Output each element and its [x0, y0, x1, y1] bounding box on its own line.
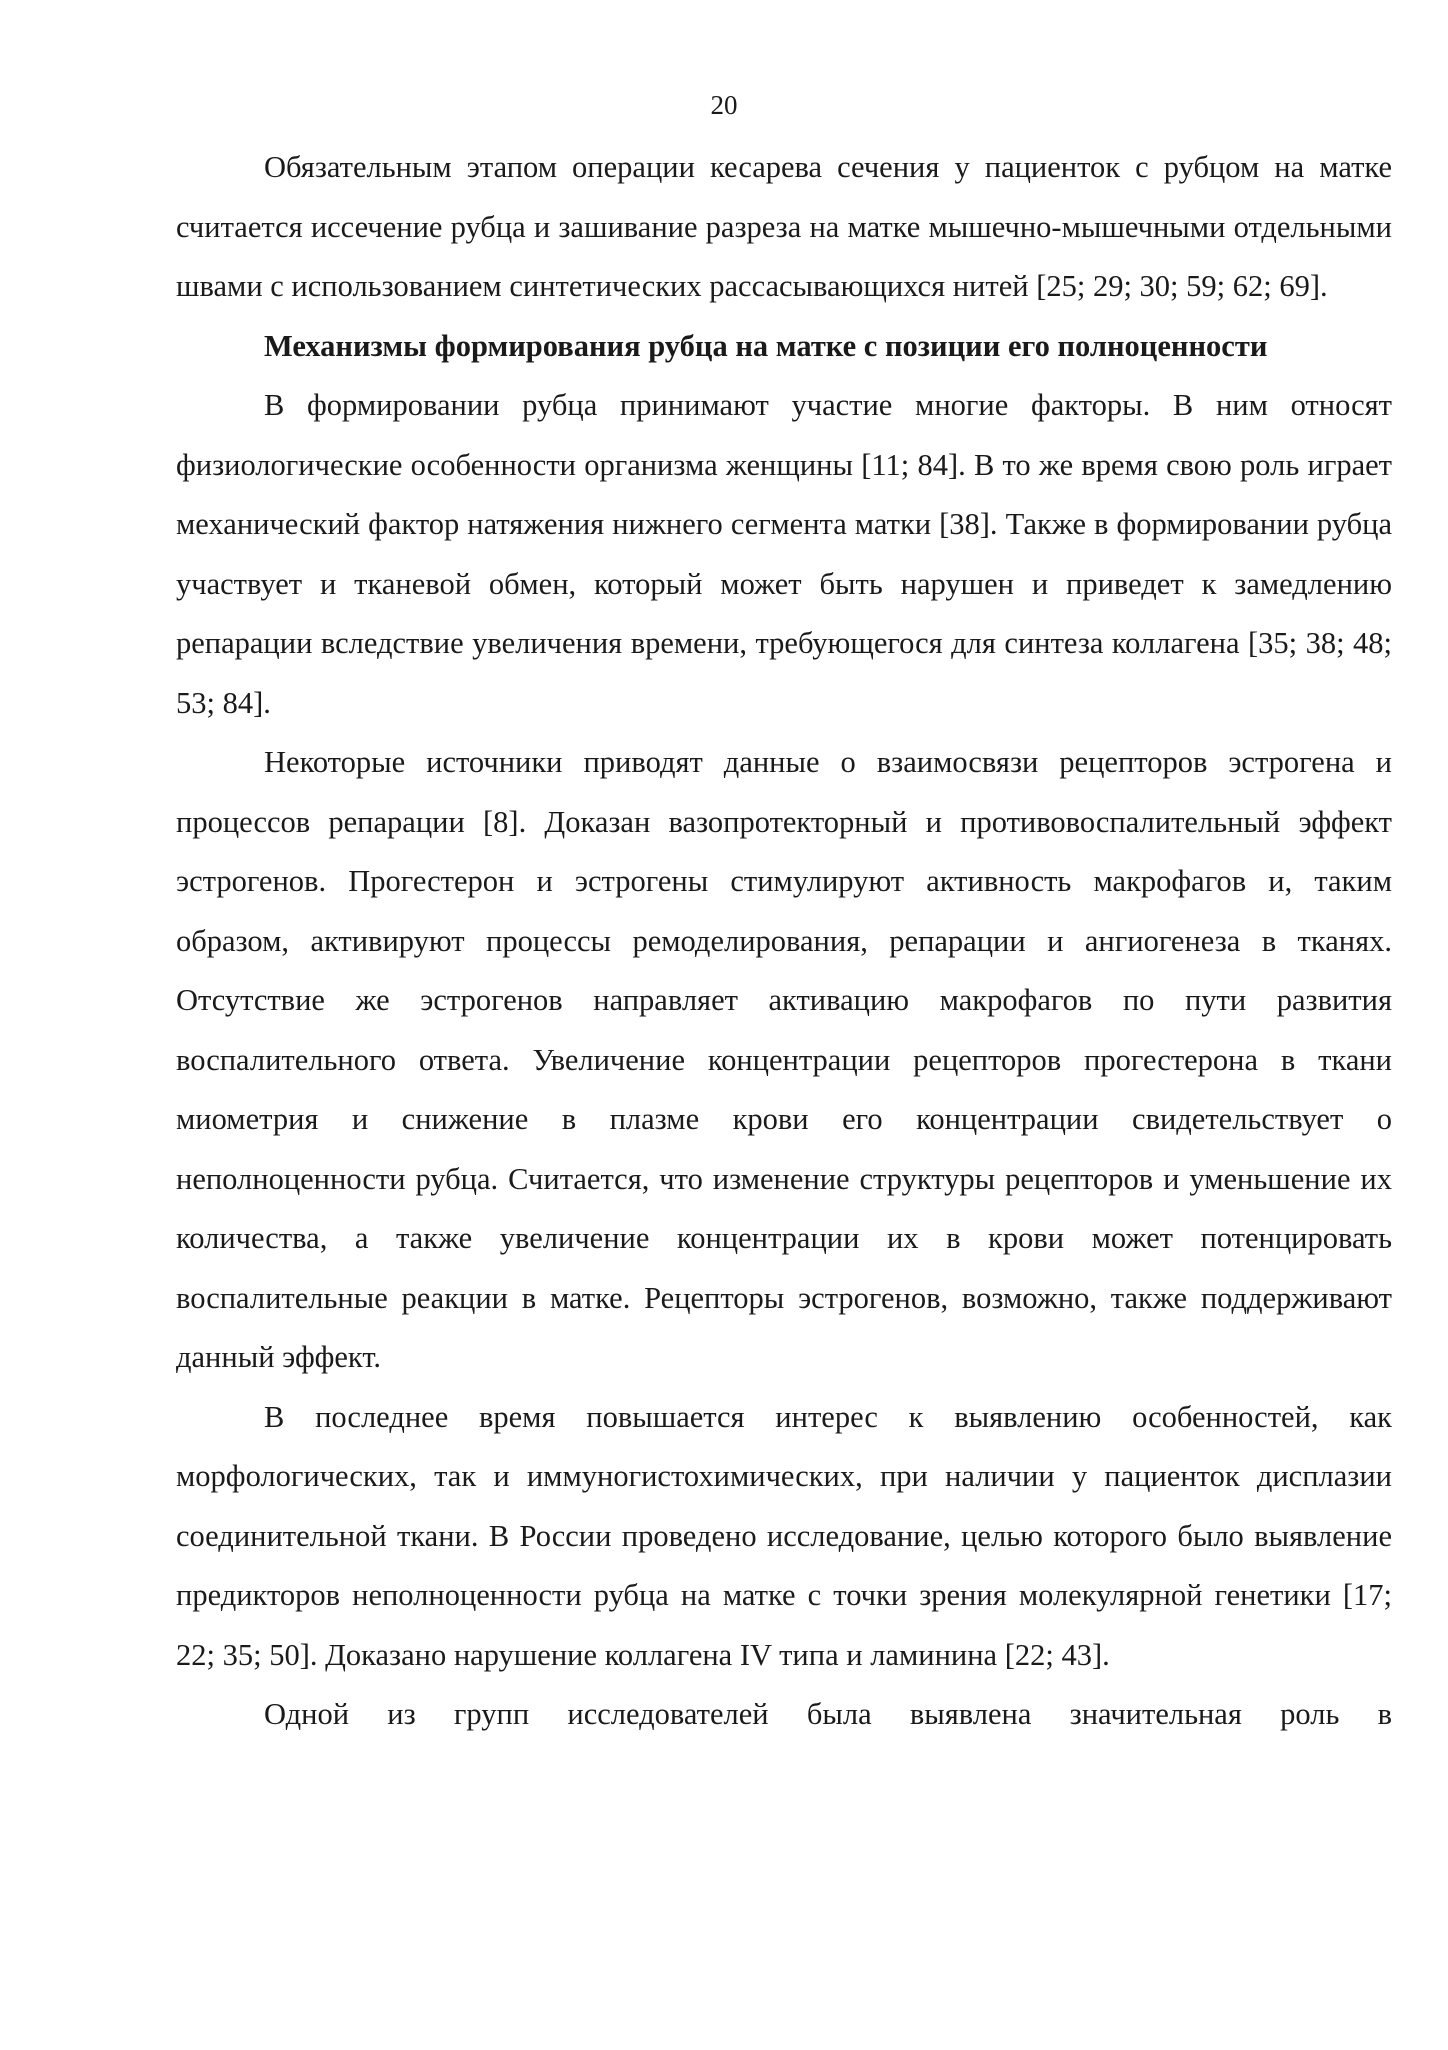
- paragraph-research-groups: Одной из групп исследователей была выявлена значительная роль в: [264, 1697, 1392, 1731]
- paragraph-scar-factors: В формировании рубца принимают участие многие факторы. В ним относят физиологические особенности организма женщины [11; 84]. В то же время свою роль играет механический фактор натяжения нижнего сегмента матки [38]. Также в формировании рубца участвует и тканевой обмен, который может быть нарушен и приведет к замедлению репарации вследствие увеличения времени, требующегося для синтеза коллагена [35; 38; 48; 53; 84].: [176, 388, 1392, 720]
- paragraph-cesarean-technique: Обязательным этапом операции кесарева сечения у пациенток с рубцом на матке считается иссечение рубца и зашивание разреза на матке мышечно-мышечными отдельными швами с использованием синтетических рассасывающихся нитей [25; 29; 30; 59; 62; 69].: [176, 150, 1392, 303]
- paragraph-connective-tissue: В последнее время повышается интерес к выявлению особенностей, как морфологических, так и иммуногистохимических, при наличии у пациенток дисплазии соединительной ткани. В России проведено исследование, целью которого было выявление предикторов неполноценности рубца на матке с точки зрения молекулярной генетики [17; 22; 35; 50]. Доказано нарушение коллагена IV типа и ламинина [22; 43].: [176, 1399, 1392, 1672]
- paragraph-estrogen-receptors: Некоторые источники приводят данные о взаимосвязи рецепторов эстрогена и процессов репарации [8]. Доказан вазопротекторный и противовоспалительный эффект эстрогенов. Прогестерон и эстрогены стимулируют активность макрофагов и, таким образом, активируют процессы ремоделирования, репарации и ангиогенеза в тканях. Отсутствие же эстрогенов направляет активацию макрофагов по пути развития воспалительного ответа. Увеличение концентрации рецепторов прогестерона в ткани миометрия и снижение в плазме крови его концентрации свидетельствует о неполноценности рубца. Считается, что изменение структуры рецепторов и уменьшение их количества, а также увеличение концентрации их в крови может потенцировать воспалительные реакции в матке. Рецепторы эстрогенов, возможно, также поддерживают данный эффект.: [176, 745, 1392, 1374]
- body-text: [176, 138, 1392, 1745]
- page-number: 20: [710, 90, 738, 120]
- section-heading: Механизмы формирования рубца на матке с позиции его полноценности: [264, 328, 1268, 363]
